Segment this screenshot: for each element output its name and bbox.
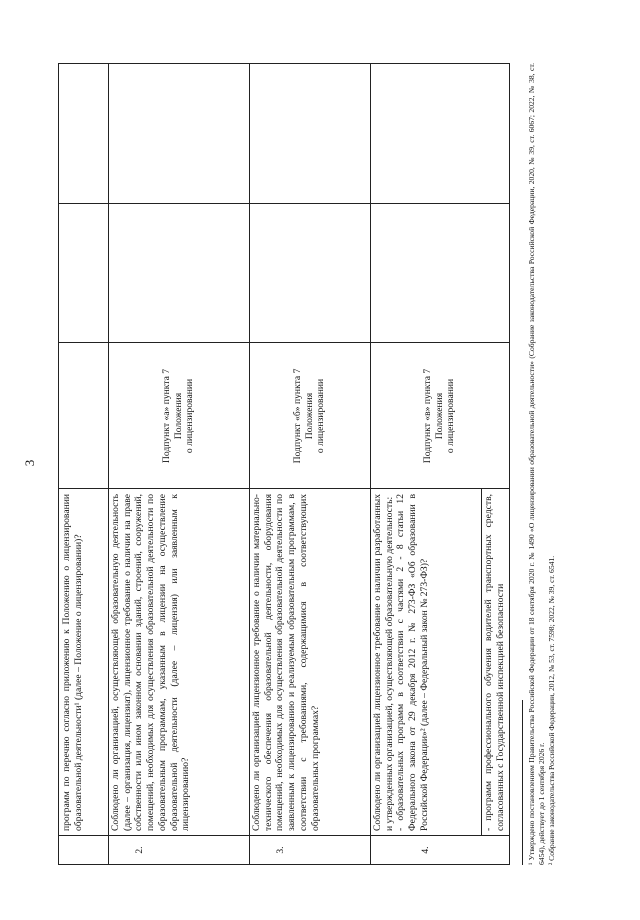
table-row xyxy=(370,489,481,836)
footnote-2: ² Собрание законодательства Российской Федерации, 2012, № 53, ст. 7598; 2022, № 39, ст. 6541. xyxy=(546,555,556,865)
requirement-text: Соблюдено ли организацией, осуществляющей образовательную деятельность (далее – организация, лицензиат), лицензионное требование о наличии на праве собственности или ином законном основании зданий, строений, сооружений, помещений, необходимых для осуществления образовательной деятельности по образовательным программам, указанным в лицензии на осуществление образовательной деятельности (далее – лицензия) или заявленным к лицензированию? xyxy=(110,494,192,831)
row-number: 4. xyxy=(420,846,431,854)
requirement-text: - программ профессионального обучения водителей транспортных средств, согласованных с Государственной инспекцией безопасности xyxy=(483,494,506,831)
requirement-text: Соблюдено ли организацией лицензионное требование о наличии материально-технического обеспечения образовательной деятельности, оборудования помещений, необходимых для осуществления образовательной деятельности по заявленным к лицензированию и реализуемым образовательным программам, в соответствии с требованиями, содержащимися в соответствующих образовательных программах? xyxy=(251,494,321,831)
table-row xyxy=(59,489,108,836)
basis-line: Подпункт «б» пункта 7 xyxy=(291,368,303,464)
column-divider xyxy=(59,203,509,204)
row-number: 2. xyxy=(134,846,145,854)
table-row xyxy=(108,489,249,836)
requirements-table xyxy=(58,63,510,865)
basis-line: Подпункт «в» пункта 7 xyxy=(421,368,433,464)
basis-line: о лицензировании xyxy=(445,378,457,454)
basis-line: о лицензировании xyxy=(184,378,196,454)
footnote-divider xyxy=(522,700,523,865)
table-row xyxy=(481,489,509,836)
legal-basis-cell xyxy=(370,343,509,489)
basis-line: Положения xyxy=(303,392,315,440)
legal-basis-cell xyxy=(249,343,370,489)
footnotes xyxy=(527,63,557,865)
requirement-text: Соблюдено ли организацией лицензионное требование о наличии разработанных и утвержденных организацией, осуществляющей образовательную деятельность: xyxy=(372,494,395,831)
requirement-item: - образовательных программ в соответствии с частями 2 - 8 статьи 12 Федерального закона от 29 декабря 2012 г. № 273-ФЗ «Об образовании в Российской Федерации»² (далее – Федеральный закон № 273-ФЗ)? xyxy=(395,494,430,831)
footnote-1: ¹ Утверждено постановлением Правительства Российской Федерации от 18 сентября 2020 г. № 1490 «О лицензировании образовательной деятельности» (Собрание законодательства Российской Федерации, 2020, № 39, ст. 6067; 2022, № 38, ст. 6454), действует до 1 сентября 2026 г. xyxy=(527,63,546,865)
requirement-text: программ по перечню согласно приложению к Положению о лицензировании образовательной деятельности¹ (далее – Положение о лицензировании)? xyxy=(61,494,84,831)
basis-line: Положения xyxy=(172,392,184,440)
legal-basis-cell xyxy=(108,343,249,489)
page-number: 3 xyxy=(22,459,37,467)
table-row xyxy=(249,489,370,836)
basis-line: Подпункт «а» пункта 7 xyxy=(160,368,172,464)
basis-line: Положения xyxy=(433,392,445,440)
row-number: 3. xyxy=(275,846,286,854)
basis-line: о лицензировании xyxy=(315,378,327,454)
